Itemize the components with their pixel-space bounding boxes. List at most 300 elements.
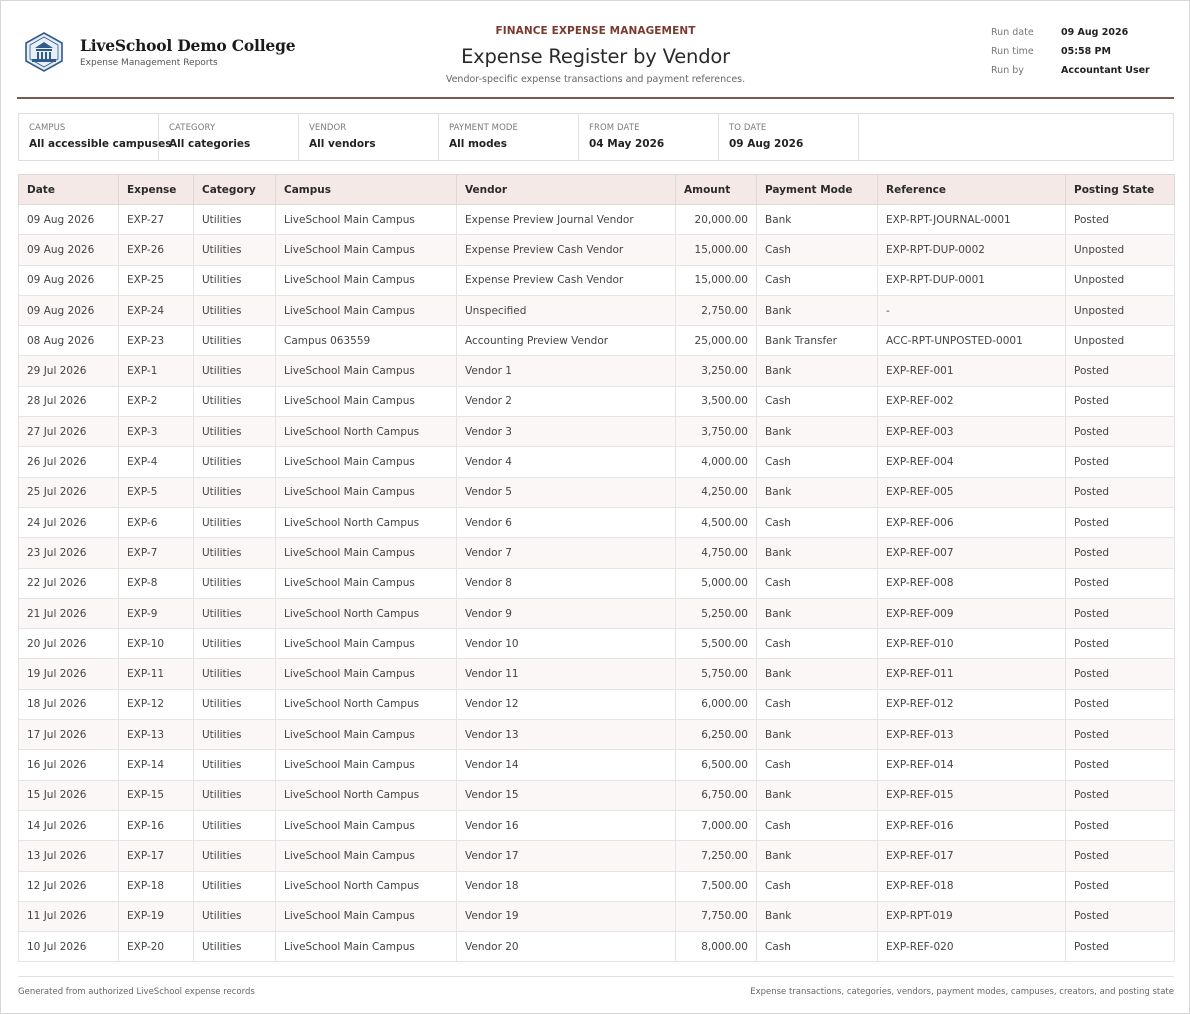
filter-category: [159, 114, 299, 160]
cell-campus: LiveSchool Main Campus: [276, 932, 457, 962]
cell-date: 21 Jul 2026: [19, 598, 119, 628]
cell-payment-mode: Cash: [757, 265, 878, 295]
cell-vendor: Vendor 2: [457, 386, 676, 416]
cell-category: Utilities: [194, 538, 276, 568]
cell-payment-mode: Cash: [757, 235, 878, 265]
cell-posting-state: Posted: [1066, 750, 1175, 780]
cell-posting-state: Unposted: [1066, 326, 1175, 356]
cell-payment-mode: Cash: [757, 568, 878, 598]
cell-amount: 5,500.00: [676, 629, 757, 659]
expense-table-container: [18, 174, 1174, 962]
cell-payment-mode: Bank: [757, 780, 878, 810]
cell-campus: LiveSchool Main Campus: [276, 538, 457, 568]
filter-vendor: [299, 114, 439, 160]
cell-campus: LiveSchool Main Campus: [276, 205, 457, 235]
cell-vendor: Unspecified: [457, 295, 676, 325]
filter-from-date: [579, 114, 719, 160]
table-row: [19, 235, 1175, 265]
cell-category: Utilities: [194, 477, 276, 507]
cell-reference: EXP-REF-007: [878, 538, 1066, 568]
cell-posting-state: Posted: [1066, 629, 1175, 659]
cell-date: 14 Jul 2026: [19, 810, 119, 840]
cell-campus: LiveSchool Main Campus: [276, 901, 457, 931]
cell-payment-mode: Cash: [757, 750, 878, 780]
cell-reference: EXP-REF-010: [878, 629, 1066, 659]
run-by: [991, 65, 1174, 84]
cell-payment-mode: Bank: [757, 295, 878, 325]
table-row: [19, 386, 1175, 416]
cell-payment-mode: Bank: [757, 477, 878, 507]
cell-category: Utilities: [194, 507, 276, 537]
cell-campus: LiveSchool North Campus: [276, 871, 457, 901]
cell-vendor: Vendor 6: [457, 507, 676, 537]
cell-posting-state: Posted: [1066, 205, 1175, 235]
cell-reference: EXP-REF-006: [878, 507, 1066, 537]
cell-expense: EXP-12: [119, 689, 194, 719]
table-row: [19, 477, 1175, 507]
cell-campus: LiveSchool Main Campus: [276, 386, 457, 416]
cell-campus: LiveSchool North Campus: [276, 598, 457, 628]
cell-category: Utilities: [194, 598, 276, 628]
cell-category: Utilities: [194, 356, 276, 386]
filter-value: 04 May 2026: [589, 138, 665, 150]
cell-vendor: Expense Preview Cash Vendor: [457, 265, 676, 295]
cell-expense: EXP-2: [119, 386, 194, 416]
cell-campus: LiveSchool Main Campus: [276, 265, 457, 295]
cell-date: 09 Aug 2026: [19, 265, 119, 295]
institution-name: LiveSchool Demo College: [80, 36, 296, 55]
run-date-label: Run date: [991, 27, 1034, 38]
cell-amount: 3,250.00: [676, 356, 757, 386]
cell-reference: EXP-REF-005: [878, 477, 1066, 507]
cell-category: Utilities: [194, 447, 276, 477]
cell-vendor: Expense Preview Cash Vendor: [457, 235, 676, 265]
column-header-campus: Campus: [276, 175, 457, 205]
filter-label: TO DATE: [729, 123, 767, 133]
cell-category: Utilities: [194, 205, 276, 235]
cell-amount: 5,000.00: [676, 568, 757, 598]
cell-amount: 4,000.00: [676, 447, 757, 477]
cell-expense: EXP-3: [119, 417, 194, 447]
cell-expense: EXP-11: [119, 659, 194, 689]
cell-vendor: Vendor 13: [457, 720, 676, 750]
run-info: [991, 27, 1174, 84]
cell-category: Utilities: [194, 780, 276, 810]
cell-vendor: Vendor 16: [457, 810, 676, 840]
cell-reference: EXP-REF-020: [878, 932, 1066, 962]
cell-reference: ACC-RPT-UNPOSTED-0001: [878, 326, 1066, 356]
cell-vendor: Accounting Preview Vendor: [457, 326, 676, 356]
cell-expense: EXP-13: [119, 720, 194, 750]
cell-vendor: Vendor 1: [457, 356, 676, 386]
cell-date: 19 Jul 2026: [19, 659, 119, 689]
table-row: [19, 326, 1175, 356]
cell-posting-state: Posted: [1066, 386, 1175, 416]
cell-category: Utilities: [194, 932, 276, 962]
cell-amount: 7,000.00: [676, 810, 757, 840]
cell-payment-mode: Bank: [757, 659, 878, 689]
cell-date: 09 Aug 2026: [19, 235, 119, 265]
report-subtitle: Vendor-specific expense transactions and payment references.: [445, 74, 746, 85]
cell-payment-mode: Cash: [757, 629, 878, 659]
table-row: [19, 205, 1175, 235]
table-row: [19, 629, 1175, 659]
cell-expense: EXP-9: [119, 598, 194, 628]
filter-label: VENDOR: [309, 123, 347, 133]
cell-amount: 7,500.00: [676, 871, 757, 901]
cell-date: 13 Jul 2026: [19, 841, 119, 871]
cell-amount: 7,250.00: [676, 841, 757, 871]
cell-date: 24 Jul 2026: [19, 507, 119, 537]
cell-vendor: Vendor 14: [457, 750, 676, 780]
cell-posting-state: Posted: [1066, 477, 1175, 507]
cell-date: 15 Jul 2026: [19, 780, 119, 810]
cell-amount: 4,500.00: [676, 507, 757, 537]
filter-label: CATEGORY: [169, 123, 216, 133]
cell-campus: LiveSchool North Campus: [276, 689, 457, 719]
cell-amount: 4,250.00: [676, 477, 757, 507]
table-row: [19, 295, 1175, 325]
institution-subtitle: Expense Management Reports: [80, 58, 218, 68]
table-body: [19, 205, 1175, 962]
cell-campus: LiveSchool North Campus: [276, 417, 457, 447]
cell-category: Utilities: [194, 689, 276, 719]
cell-campus: LiveSchool Main Campus: [276, 477, 457, 507]
table-row: [19, 689, 1175, 719]
cell-payment-mode: Bank: [757, 538, 878, 568]
cell-reference: EXP-RPT-DUP-0002: [878, 235, 1066, 265]
cell-posting-state: Posted: [1066, 901, 1175, 931]
cell-posting-state: Posted: [1066, 538, 1175, 568]
cell-vendor: Vendor 5: [457, 477, 676, 507]
table-header-row: [19, 175, 1175, 205]
filter-payment-mode: [439, 114, 579, 160]
cell-payment-mode: Bank: [757, 720, 878, 750]
cell-date: 25 Jul 2026: [19, 477, 119, 507]
column-header-vendor: Vendor: [457, 175, 676, 205]
cell-date: 10 Jul 2026: [19, 932, 119, 962]
filter-to-date: [719, 114, 859, 160]
report-title-block: [387, 25, 804, 85]
table-row: [19, 568, 1175, 598]
cell-campus: LiveSchool Main Campus: [276, 810, 457, 840]
cell-expense: EXP-1: [119, 356, 194, 386]
cell-posting-state: Posted: [1066, 871, 1175, 901]
cell-posting-state: Posted: [1066, 568, 1175, 598]
filter-campus: [19, 114, 172, 160]
cell-expense: EXP-8: [119, 568, 194, 598]
cell-posting-state: Posted: [1066, 720, 1175, 750]
cell-amount: 2,750.00: [676, 295, 757, 325]
table-row: [19, 871, 1175, 901]
cell-amount: 6,750.00: [676, 780, 757, 810]
cell-payment-mode: Cash: [757, 932, 878, 962]
cell-posting-state: Posted: [1066, 356, 1175, 386]
cell-posting-state: Posted: [1066, 598, 1175, 628]
cell-payment-mode: Cash: [757, 447, 878, 477]
cell-category: Utilities: [194, 629, 276, 659]
cell-date: 29 Jul 2026: [19, 356, 119, 386]
table-row: [19, 780, 1175, 810]
cell-expense: EXP-10: [119, 629, 194, 659]
table-row: [19, 901, 1175, 931]
cell-posting-state: Posted: [1066, 780, 1175, 810]
cell-expense: EXP-25: [119, 265, 194, 295]
cell-amount: 5,250.00: [676, 598, 757, 628]
cell-posting-state: Unposted: [1066, 265, 1175, 295]
table-row: [19, 417, 1175, 447]
cell-reference: EXP-REF-018: [878, 871, 1066, 901]
cell-vendor: Vendor 18: [457, 871, 676, 901]
cell-reference: EXP-REF-004: [878, 447, 1066, 477]
cell-reference: EXP-REF-016: [878, 810, 1066, 840]
table-row: [19, 447, 1175, 477]
cell-vendor: Vendor 9: [457, 598, 676, 628]
run-by-label: Run by: [991, 65, 1024, 76]
report-eyebrow: FINANCE EXPENSE MANAGEMENT: [495, 25, 696, 37]
cell-campus: LiveSchool North Campus: [276, 507, 457, 537]
cell-campus: LiveSchool Main Campus: [276, 295, 457, 325]
filter-label: CAMPUS: [29, 123, 66, 133]
cell-category: Utilities: [194, 326, 276, 356]
cell-expense: EXP-5: [119, 477, 194, 507]
column-header-date: Date: [19, 175, 119, 205]
cell-date: 26 Jul 2026: [19, 447, 119, 477]
expense-register-table: [18, 174, 1175, 962]
cell-expense: EXP-27: [119, 205, 194, 235]
cell-date: 09 Aug 2026: [19, 205, 119, 235]
filter-value: All vendors: [309, 138, 376, 150]
cell-campus: LiveSchool Main Campus: [276, 356, 457, 386]
cell-campus: LiveSchool Main Campus: [276, 235, 457, 265]
cell-category: Utilities: [194, 386, 276, 416]
cell-reference: -: [878, 295, 1066, 325]
cell-campus: LiveSchool Main Campus: [276, 629, 457, 659]
cell-payment-mode: Bank: [757, 901, 878, 931]
cell-payment-mode: Bank: [757, 356, 878, 386]
cell-campus: LiveSchool Main Campus: [276, 750, 457, 780]
filter-value: All accessible campuses: [29, 138, 172, 150]
column-header-payment-mode: Payment Mode: [757, 175, 878, 205]
cell-amount: 3,500.00: [676, 386, 757, 416]
cell-category: Utilities: [194, 901, 276, 931]
column-header-amount: Amount: [676, 175, 757, 205]
cell-category: Utilities: [194, 417, 276, 447]
cell-reference: EXP-REF-012: [878, 689, 1066, 719]
cell-posting-state: Posted: [1066, 932, 1175, 962]
cell-expense: EXP-19: [119, 901, 194, 931]
cell-amount: 8,000.00: [676, 932, 757, 962]
cell-expense: EXP-6: [119, 507, 194, 537]
cell-expense: EXP-15: [119, 780, 194, 810]
table-row: [19, 841, 1175, 871]
cell-expense: EXP-24: [119, 295, 194, 325]
table-row: [19, 598, 1175, 628]
cell-payment-mode: Bank: [757, 841, 878, 871]
column-header-category: Category: [194, 175, 276, 205]
cell-expense: EXP-18: [119, 871, 194, 901]
filter-summary: [18, 113, 1174, 161]
cell-category: Utilities: [194, 295, 276, 325]
cell-expense: EXP-26: [119, 235, 194, 265]
run-date-value: 09 Aug 2026: [1061, 27, 1129, 38]
filter-value: All modes: [449, 138, 508, 150]
cell-amount: 3,750.00: [676, 417, 757, 447]
filter-value: All categories: [169, 138, 251, 150]
cell-date: 09 Aug 2026: [19, 295, 119, 325]
cell-campus: LiveSchool Main Campus: [276, 841, 457, 871]
cell-category: Utilities: [194, 235, 276, 265]
report-footer: [18, 976, 1174, 997]
cell-campus: LiveSchool North Campus: [276, 780, 457, 810]
cell-category: Utilities: [194, 810, 276, 840]
column-header-reference: Reference: [878, 175, 1066, 205]
brand: [23, 31, 295, 73]
cell-date: 23 Jul 2026: [19, 538, 119, 568]
cell-posting-state: Unposted: [1066, 235, 1175, 265]
footer-left-text: Generated from authorized LiveSchool expense records: [18, 987, 255, 997]
cell-reference: EXP-REF-013: [878, 720, 1066, 750]
cell-reference: EXP-RPT-019: [878, 901, 1066, 931]
cell-posting-state: Posted: [1066, 417, 1175, 447]
cell-amount: 25,000.00: [676, 326, 757, 356]
cell-payment-mode: Cash: [757, 689, 878, 719]
cell-vendor: Vendor 11: [457, 659, 676, 689]
cell-expense: EXP-16: [119, 810, 194, 840]
cell-campus: LiveSchool Main Campus: [276, 720, 457, 750]
cell-vendor: Vendor 4: [457, 447, 676, 477]
cell-reference: EXP-REF-017: [878, 841, 1066, 871]
cell-amount: 20,000.00: [676, 205, 757, 235]
cell-expense: EXP-7: [119, 538, 194, 568]
cell-category: Utilities: [194, 720, 276, 750]
cell-amount: 6,500.00: [676, 750, 757, 780]
cell-posting-state: Posted: [1066, 810, 1175, 840]
cell-expense: EXP-4: [119, 447, 194, 477]
cell-vendor: Vendor 10: [457, 629, 676, 659]
cell-posting-state: Posted: [1066, 689, 1175, 719]
cell-reference: EXP-REF-015: [878, 780, 1066, 810]
filter-label: PAYMENT MODE: [449, 123, 519, 133]
cell-vendor: Vendor 20: [457, 932, 676, 962]
cell-date: 16 Jul 2026: [19, 750, 119, 780]
cell-amount: 7,750.00: [676, 901, 757, 931]
cell-reference: EXP-REF-011: [878, 659, 1066, 689]
cell-vendor: Vendor 7: [457, 538, 676, 568]
cell-expense: EXP-23: [119, 326, 194, 356]
filter-label: FROM DATE: [589, 123, 640, 133]
school-crest-icon: [23, 31, 65, 73]
table-row: [19, 810, 1175, 840]
cell-date: 08 Aug 2026: [19, 326, 119, 356]
cell-category: Utilities: [194, 265, 276, 295]
table-row: [19, 538, 1175, 568]
table-row: [19, 932, 1175, 962]
cell-campus: LiveSchool Main Campus: [276, 447, 457, 477]
cell-amount: 5,750.00: [676, 659, 757, 689]
table-row: [19, 720, 1175, 750]
cell-posting-state: Posted: [1066, 447, 1175, 477]
cell-vendor: Vendor 17: [457, 841, 676, 871]
cell-payment-mode: Cash: [757, 386, 878, 416]
cell-posting-state: Posted: [1066, 841, 1175, 871]
cell-vendor: Vendor 3: [457, 417, 676, 447]
cell-posting-state: Posted: [1066, 507, 1175, 537]
column-header-posting-state: Posting State: [1066, 175, 1175, 205]
cell-posting-state: Posted: [1066, 659, 1175, 689]
table-row: [19, 750, 1175, 780]
cell-payment-mode: Cash: [757, 871, 878, 901]
cell-reference: EXP-RPT-DUP-0001: [878, 265, 1066, 295]
cell-amount: 15,000.00: [676, 265, 757, 295]
cell-date: 28 Jul 2026: [19, 386, 119, 416]
run-date: [991, 27, 1174, 46]
cell-date: 20 Jul 2026: [19, 629, 119, 659]
cell-payment-mode: Bank: [757, 417, 878, 447]
report-header: [17, 19, 1174, 99]
run-by-value: Accountant User: [1061, 65, 1150, 76]
cell-category: Utilities: [194, 568, 276, 598]
cell-vendor: Vendor 15: [457, 780, 676, 810]
cell-payment-mode: Bank Transfer: [757, 326, 878, 356]
cell-expense: EXP-20: [119, 932, 194, 962]
cell-date: 18 Jul 2026: [19, 689, 119, 719]
cell-payment-mode: Cash: [757, 507, 878, 537]
cell-expense: EXP-14: [119, 750, 194, 780]
cell-campus: LiveSchool Main Campus: [276, 568, 457, 598]
cell-reference: EXP-REF-014: [878, 750, 1066, 780]
cell-date: 22 Jul 2026: [19, 568, 119, 598]
cell-date: 27 Jul 2026: [19, 417, 119, 447]
cell-amount: 15,000.00: [676, 235, 757, 265]
cell-category: Utilities: [194, 841, 276, 871]
table-row: [19, 507, 1175, 537]
cell-campus: LiveSchool Main Campus: [276, 659, 457, 689]
table-row: [19, 356, 1175, 386]
cell-vendor: Expense Preview Journal Vendor: [457, 205, 676, 235]
cell-reference: EXP-REF-002: [878, 386, 1066, 416]
table-row: [19, 659, 1175, 689]
run-time: [991, 46, 1174, 65]
cell-reference: EXP-REF-003: [878, 417, 1066, 447]
cell-category: Utilities: [194, 871, 276, 901]
cell-payment-mode: Bank: [757, 205, 878, 235]
cell-reference: EXP-RPT-JOURNAL-0001: [878, 205, 1066, 235]
cell-payment-mode: Bank: [757, 598, 878, 628]
table-row: [19, 265, 1175, 295]
cell-campus: Campus 063559: [276, 326, 457, 356]
cell-expense: EXP-17: [119, 841, 194, 871]
cell-date: 11 Jul 2026: [19, 901, 119, 931]
cell-reference: EXP-REF-001: [878, 356, 1066, 386]
cell-date: 12 Jul 2026: [19, 871, 119, 901]
cell-date: 17 Jul 2026: [19, 720, 119, 750]
run-time-label: Run time: [991, 46, 1034, 57]
cell-vendor: Vendor 19: [457, 901, 676, 931]
cell-vendor: Vendor 8: [457, 568, 676, 598]
footer-right-text: Expense transactions, categories, vendors, payment modes, campuses, creators, and posting state: [750, 987, 1174, 997]
cell-posting-state: Unposted: [1066, 295, 1175, 325]
cell-amount: 6,000.00: [676, 689, 757, 719]
cell-amount: 6,250.00: [676, 720, 757, 750]
cell-category: Utilities: [194, 659, 276, 689]
cell-category: Utilities: [194, 750, 276, 780]
filter-value: 09 Aug 2026: [729, 138, 804, 150]
cell-payment-mode: Cash: [757, 810, 878, 840]
cell-reference: EXP-REF-009: [878, 598, 1066, 628]
report-title: Expense Register by Vendor: [461, 45, 730, 68]
column-header-expense: Expense: [119, 175, 194, 205]
